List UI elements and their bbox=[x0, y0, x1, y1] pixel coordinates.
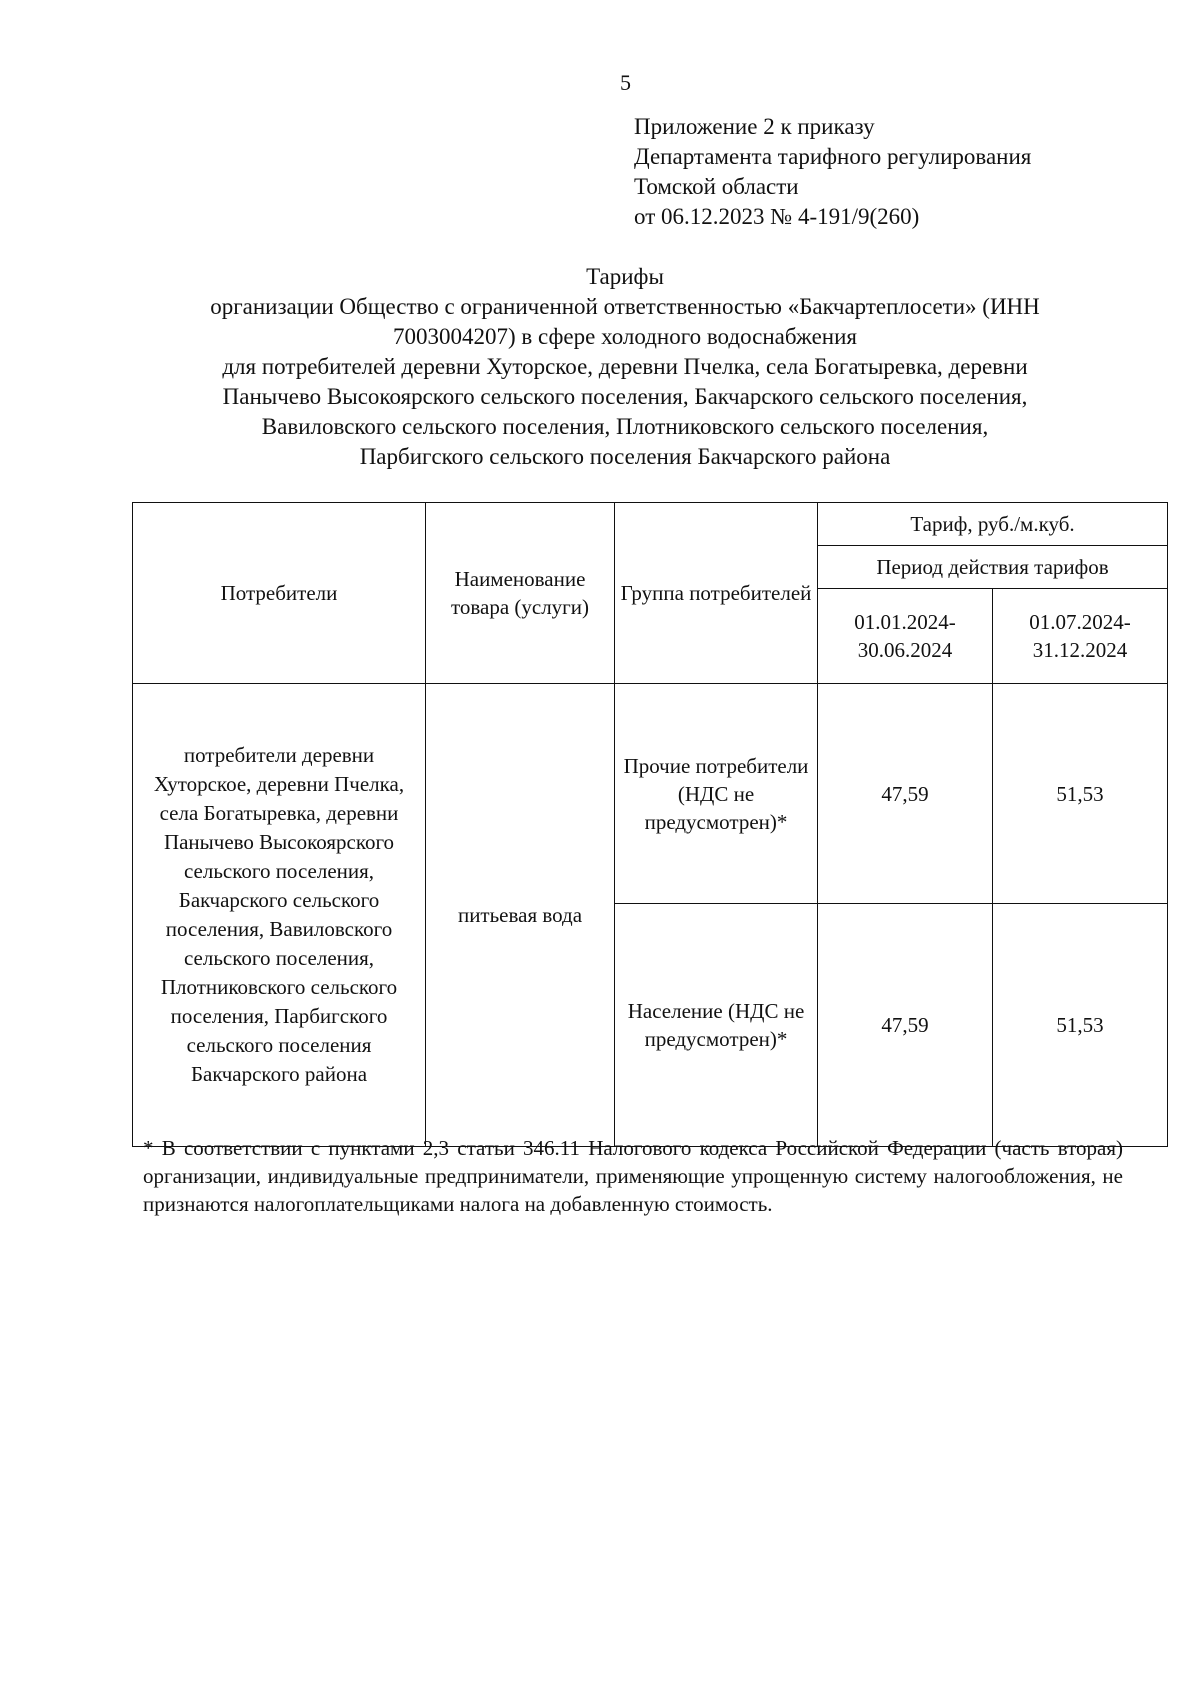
consumer-group-cell: Население (НДС не предусмотрен)* bbox=[615, 904, 818, 1147]
appendix-reference bbox=[634, 112, 1154, 232]
page-number: 5 bbox=[620, 70, 631, 95]
header-period-1: 01.01.2024-30.06.2024 bbox=[818, 589, 993, 684]
header-consumer-group: Группа потребителей bbox=[615, 503, 818, 684]
header-tariff: Тариф, руб./м.куб. bbox=[818, 503, 1168, 546]
appendix-line: Приложение 2 к приказу bbox=[634, 114, 875, 139]
consumer-group-cell: Прочие потребители (НДС не предусмотрен)* bbox=[615, 684, 818, 904]
title-line: Тарифы bbox=[586, 264, 664, 289]
header-consumers: Потребители bbox=[133, 503, 426, 684]
document-title bbox=[130, 262, 1120, 472]
appendix-line: от 06.12.2023 № 4-191/9(260) bbox=[634, 204, 920, 229]
title-line: Вавиловского сельского поселения, Плотниковского сельского поселения, bbox=[261, 414, 989, 439]
appendix-line: Томской области bbox=[634, 174, 799, 199]
title-line: организации Общество с ограниченной ответственностью «Бакчартеплосети» (ИНН bbox=[210, 294, 1040, 319]
tariff-value-cell: 47,59 bbox=[818, 684, 993, 904]
header-product: Наименование товара (услуги) bbox=[426, 503, 615, 684]
tariff-value-cell: 51,53 bbox=[993, 904, 1168, 1147]
title-line: Парбигского сельского поселения Бакчарского района bbox=[359, 444, 891, 469]
product-cell: питьевая вода bbox=[426, 684, 615, 1147]
table-row bbox=[133, 684, 1168, 904]
vat-footnote: * В соответствии с пунктами 2,3 статьи 346.11 Налогового кодекса Российской Федерации (часть вторая) организации, индивидуальные предприниматели, применяющие упрощенную систему налогообложения, не признаются налогоплательщиками налога на добавленную стоимость. bbox=[143, 1136, 1123, 1216]
title-line: Панычево Высокоярского сельского поселения, Бакчарского сельского поселения, bbox=[222, 384, 1028, 409]
title-line: для потребителей деревни Хуторское, деревни Пчелка, села Богатыревка, деревни bbox=[222, 354, 1028, 379]
tariff-table bbox=[132, 502, 1168, 1147]
appendix-line: Департамента тарифного регулирования bbox=[634, 144, 1032, 169]
header-period: Период действия тарифов bbox=[818, 546, 1168, 589]
consumers-cell: потребители деревни Хуторское, деревни Пчелка, села Богатыревка, деревни Панычево Высокоярского сельского поселения, Бакчарского сельского поселения, Вавиловского сельского поселения, Плотниковского сельского поселения, Парбигского сельского поселения Бакчарского района bbox=[133, 684, 426, 1147]
tariff-value-cell: 51,53 bbox=[993, 684, 1168, 904]
header-period-2: 01.07.2024-31.12.2024 bbox=[993, 589, 1168, 684]
tariff-value-cell: 47,59 bbox=[818, 904, 993, 1147]
title-line: 7003004207) в сфере холодного водоснабжения bbox=[393, 324, 857, 349]
